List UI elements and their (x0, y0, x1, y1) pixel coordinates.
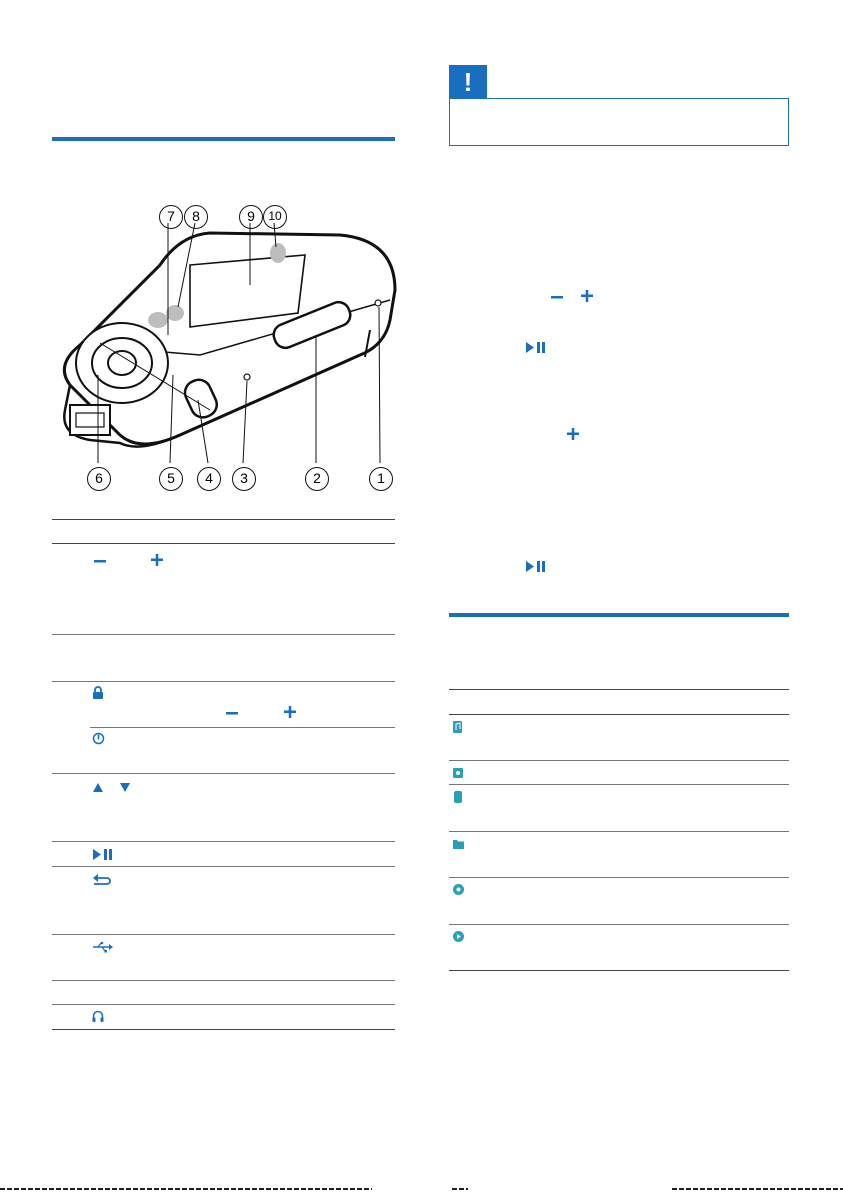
menu-table-rule (449, 689, 789, 690)
play-pause-icon (525, 560, 547, 573)
table-rule (52, 980, 395, 981)
callout-6: 6 (87, 467, 111, 491)
table-rule (52, 634, 395, 635)
footer-dash (672, 1188, 843, 1190)
now-playing-icon (452, 930, 465, 943)
menu-table-rule (449, 714, 789, 715)
footer-dash (0, 1188, 372, 1190)
callout-4: 4 (197, 467, 221, 491)
table-rule (52, 1004, 395, 1005)
back-icon (92, 873, 112, 887)
section-rule-right (449, 613, 789, 617)
power-icon (92, 732, 105, 745)
caution-icon: ! (449, 65, 487, 99)
table-rule (52, 841, 395, 842)
usb-icon (92, 941, 114, 953)
table-rule (52, 681, 395, 682)
menu-table-rule (449, 784, 789, 785)
table-rule (52, 773, 395, 774)
device-illustration (40, 195, 410, 495)
plus-icon (283, 705, 297, 719)
section-rule-left (52, 137, 395, 141)
caution-box (449, 98, 789, 146)
plus-icon (580, 289, 594, 303)
plus-icon (150, 553, 164, 567)
minus-icon (225, 708, 239, 718)
voice-icon (452, 790, 464, 804)
up-arrow-icon (92, 782, 104, 793)
table-rule (52, 866, 395, 867)
footer-dash (452, 1188, 468, 1190)
callout-7: 7 (159, 205, 183, 229)
callout-10: 10 (263, 205, 287, 229)
minus-icon (93, 556, 107, 566)
callout-2: 2 (305, 467, 329, 491)
table-rule (52, 1029, 395, 1030)
radio-icon (452, 766, 464, 779)
minus-icon (550, 292, 564, 302)
table-rule (52, 519, 395, 520)
callout-1: 1 (369, 467, 393, 491)
folder-icon (452, 837, 465, 850)
music-icon (452, 720, 464, 734)
callout-3: 3 (232, 467, 256, 491)
plus-icon (566, 427, 580, 441)
settings-icon (452, 883, 465, 896)
menu-table-rule (449, 877, 789, 878)
table-rule (90, 727, 395, 728)
callout-9: 9 (239, 205, 263, 229)
play-pause-icon (525, 341, 547, 354)
table-rule (52, 934, 395, 935)
menu-table-rule (449, 970, 789, 971)
headphones-icon (92, 1010, 104, 1023)
down-arrow-icon (119, 782, 131, 793)
menu-table-rule (449, 924, 789, 925)
lock-icon (92, 686, 104, 700)
table-rule (52, 543, 395, 544)
menu-table-rule (449, 760, 789, 761)
callout-8: 8 (184, 205, 208, 229)
play-pause-icon (92, 848, 114, 861)
callout-5: 5 (159, 467, 183, 491)
menu-table-rule (449, 831, 789, 832)
